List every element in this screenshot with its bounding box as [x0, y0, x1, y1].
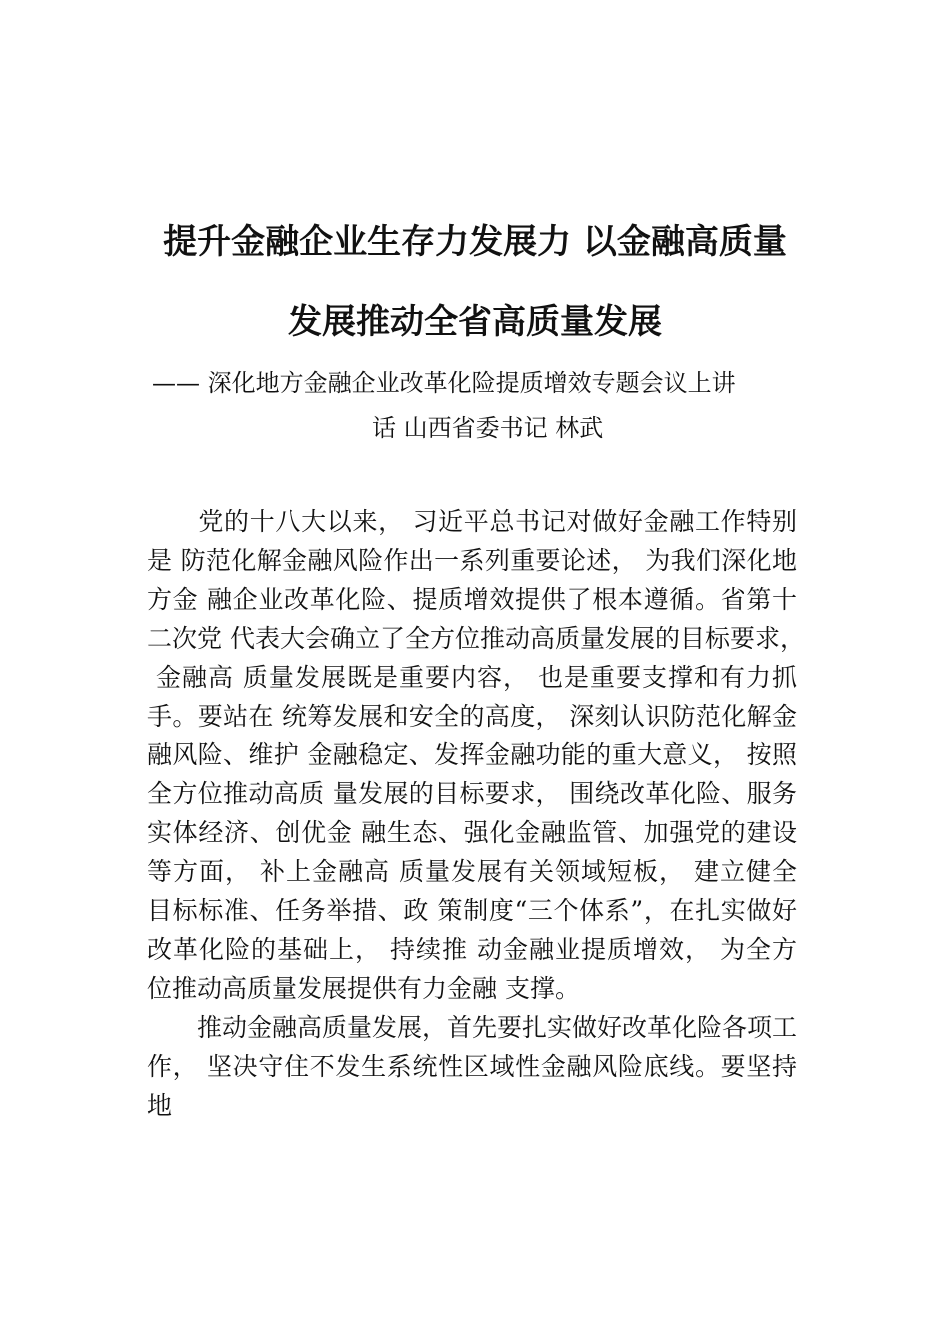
title-line-1: 提升金融企业生存力发展力 以金融高质量 [163, 222, 787, 262]
body-line: 改革化险的基础上， 持续推 动金融业提质增效， 为全方 [147, 934, 797, 964]
body-line: 实体经济、创优金 融生态、强化金融监管、加强党的建设 [147, 818, 797, 848]
body-line: 推动金融高质量发展，首先要扎实做好改革化险各项工 [147, 1012, 798, 1042]
body-line: 作， 坚决守住不发生系统性区域性金融风险底线。要坚持 [147, 1051, 797, 1081]
body-line: 二次党 代表大会确立了全方位推动高质量发展的目标要求， [147, 623, 805, 653]
body-line: 目标标准、任务举措、政 策制度“三个体系”，在扎实做好 [147, 896, 797, 925]
body-line: 手。要站在 统筹发展和安全的高度， 深刻认识防范化解金 [147, 701, 797, 731]
title-line-2: 发展推动全省高质量发展 [288, 302, 662, 342]
body-line: 金融高 质量发展既是重要内容， 也是重要支撑和有力抓 [147, 662, 797, 692]
body-line: 党的十八大以来， 习近平总书记对做好金融工作特别 [147, 507, 797, 536]
body-line: 地 [147, 1090, 173, 1120]
body-line: 位推动高质量发展提供有力金融 支撑。 [147, 973, 580, 1003]
subtitle-line-2: 话 山西省委书记 林武 [372, 414, 604, 442]
subtitle-line-1: —— 深化地方金融企业改革化险提质增效专题会议上讲 [152, 369, 736, 397]
body-line: 方金 融企业改革化险、提质增效提供了根本遵循。省第十 [147, 584, 797, 614]
body-line: 全方位推动高质 量发展的目标要求， 围绕改革化险、服务 [147, 779, 797, 809]
body-line: 是 防范化解金融风险作出一系列重要论述， 为我们深化地 [147, 545, 797, 575]
body-line: 融风险、维护 金融稳定、发挥金融功能的重大意义， 按照 [147, 740, 797, 770]
body-line: 等方面， 补上金融高 质量发展有关领域短板， 建立健全 [147, 857, 797, 887]
